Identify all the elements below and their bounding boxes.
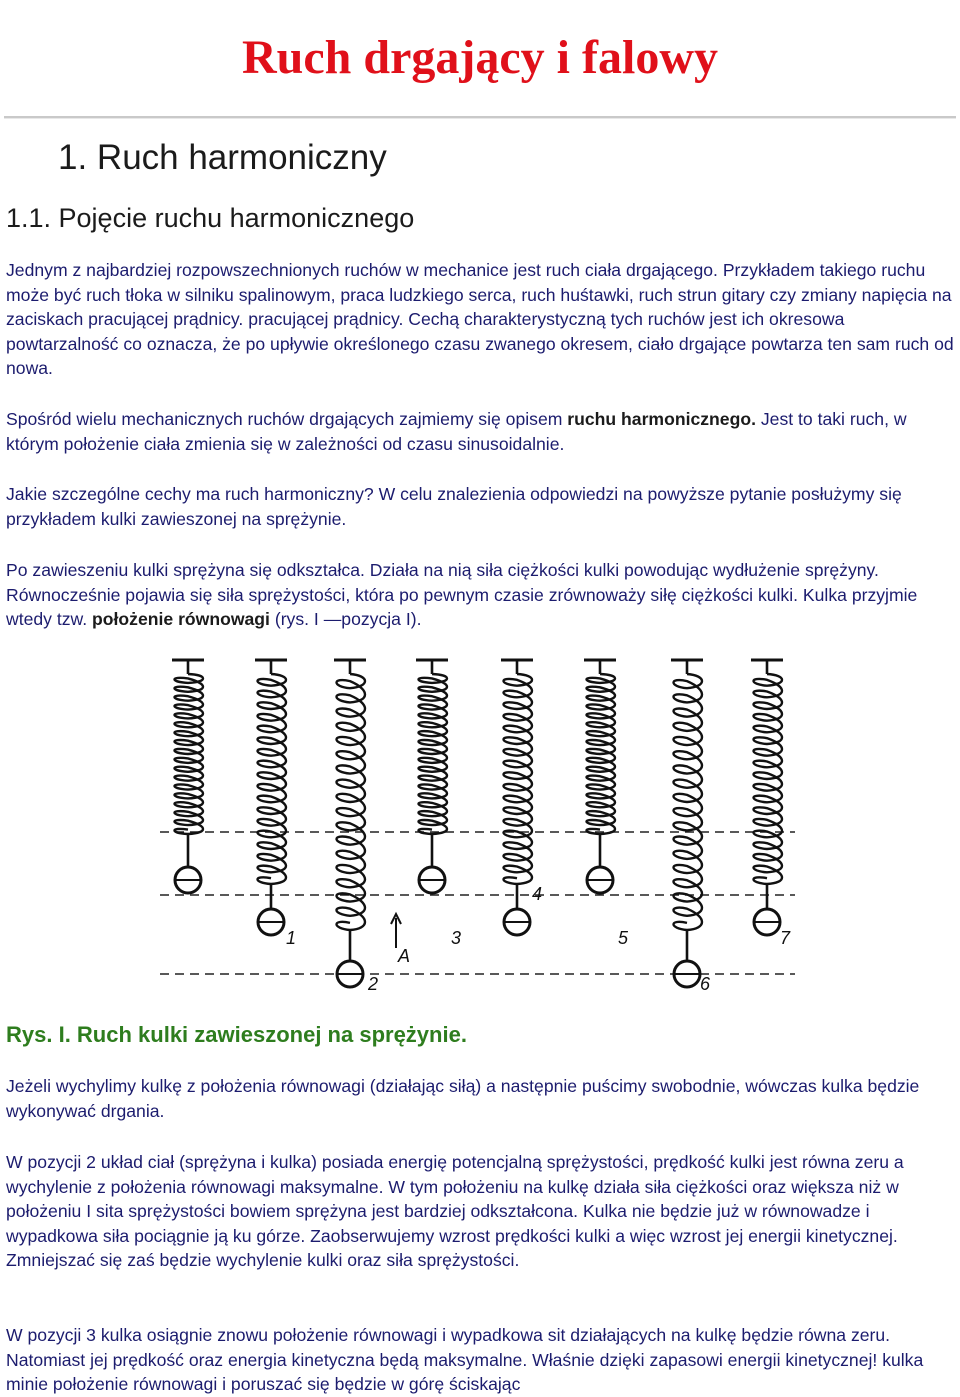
spring-with-ball bbox=[671, 660, 703, 987]
section-heading: 1. Ruch harmoniczny bbox=[58, 138, 387, 177]
page-title: Ruch drgający i falowy bbox=[242, 31, 718, 84]
text-span: Spośród wielu mechanicznych ruchów drgających zajmiemy się opisem bbox=[6, 409, 568, 429]
figure-label: 5 bbox=[618, 928, 629, 948]
spring-with-ball bbox=[501, 660, 533, 935]
spring-with-ball bbox=[255, 660, 287, 935]
bold-term-harmonic: ruchu harmonicznego. bbox=[567, 409, 756, 429]
figure-label: 7 bbox=[780, 928, 791, 948]
figure-label: 6 bbox=[700, 974, 711, 994]
paragraph-question: Jakie szczególne cechy ma ruch harmoniczny? W celu znalezienia odpowiedzi na powyższe pytanie posłużymy się przykładem kulki zawieszonej na sprężynie. bbox=[6, 484, 902, 529]
paragraph-position-3: W pozycji 3 kulka osiągnie znowu położenie równowagi i wypadkowa sit działających na kulkę będzie równa zeru. Natomiast jej prędkość oraz energia kinetyczna będą maksymalne. Właśnie dzięki zapasowi energii kinetycznej! kulka minie położenie równowagi i poruszać się będzie w górę ściskając bbox=[6, 1325, 924, 1394]
figure-label: A bbox=[398, 946, 411, 966]
text-span: Jest to taki ruch, w którym położenie ciała zmienia się w zależności od czasu sinusoidalnie. bbox=[6, 409, 907, 454]
spring-with-ball bbox=[172, 660, 204, 893]
spring-with-ball bbox=[416, 660, 448, 893]
paragraph-oscillation: Jeżeli wychylimy kulkę z położenia równowagi (działając siłą) a następnie puścimy swobodnie, wówczas kulka będzie wykonywać drgania. bbox=[6, 1076, 920, 1121]
spring-figure bbox=[160, 652, 800, 997]
bold-term-equilibrium: położenie równowagi bbox=[92, 609, 270, 629]
paragraph-equilibrium bbox=[6, 558, 958, 632]
spring-with-ball bbox=[751, 660, 783, 935]
title-divider bbox=[4, 116, 956, 119]
text-span: (rys. I —pozycja I). bbox=[269, 609, 422, 629]
spring-with-ball bbox=[334, 660, 366, 987]
spring-with-ball bbox=[584, 660, 616, 893]
figure-label: 2 bbox=[368, 974, 379, 994]
paragraph-harmonic-definition bbox=[6, 407, 958, 456]
figure-caption: Rys. I. Ruch kulki zawieszonej na sprężynie. bbox=[6, 1022, 467, 1047]
paragraph-position-2: W pozycji 2 układ ciał (sprężyna i kulka) posiada energię potencjalną sprężystości, prędkość kulki jest równa zeru a wychylenie z położenia równowagi maksymalne. W tym położeniu na kulkę działa siła ciężkości oraz większa niż w położeniu I sita sprężystości bowiem sprężyna jest bardziej odkształcona. Kulka nie będzie już w równowadze i wypadkowa siła pociągnie ją ku górze. Zaobserwujemy wzrost prędkości kulki a więc wzrost jej energii kinetycznej. Zmniejszać się zaś będzie wychylenie kulki oraz siła sprężystości. bbox=[6, 1152, 904, 1270]
text-span: Po zawieszeniu kulki sprężyna się odkształca. Działa na nią siła ciężkości kulki powodując wydłużenie sprężyny. Równocześnie pojawia się siła sprężystości, która po pewnym czasie zrównoważy siłę ciężkości kulki. Kulka przyjmie wtedy tzw. bbox=[6, 560, 918, 629]
subsection-heading: 1.1. Pojęcie ruchu harmonicznego bbox=[6, 203, 415, 233]
paragraph-intro: Jednym z najbardziej rozpowszechnionych ruchów w mechanice jest ruch ciała drgającego. Przykładem takiego ruchu może być ruch tłoka w silniku spalinowym, praca ludzkiego serca, ruch huśtawki, ruch strun gitary czy zmiany napięcia na zaciskach pracującej prądnicy. pracującej prądnicy. Cechą charakterystyczną tych ruchów jest ich okresowa powtarzalność co oznacza, że po upływie określonego czasu zwanego okresem, ciało drgające powtarza ten sam ruch od nowa. bbox=[6, 260, 954, 378]
figure-label: 3 bbox=[451, 928, 462, 948]
figure-label: 1 bbox=[286, 928, 297, 948]
figure-label: 4 bbox=[532, 884, 543, 904]
